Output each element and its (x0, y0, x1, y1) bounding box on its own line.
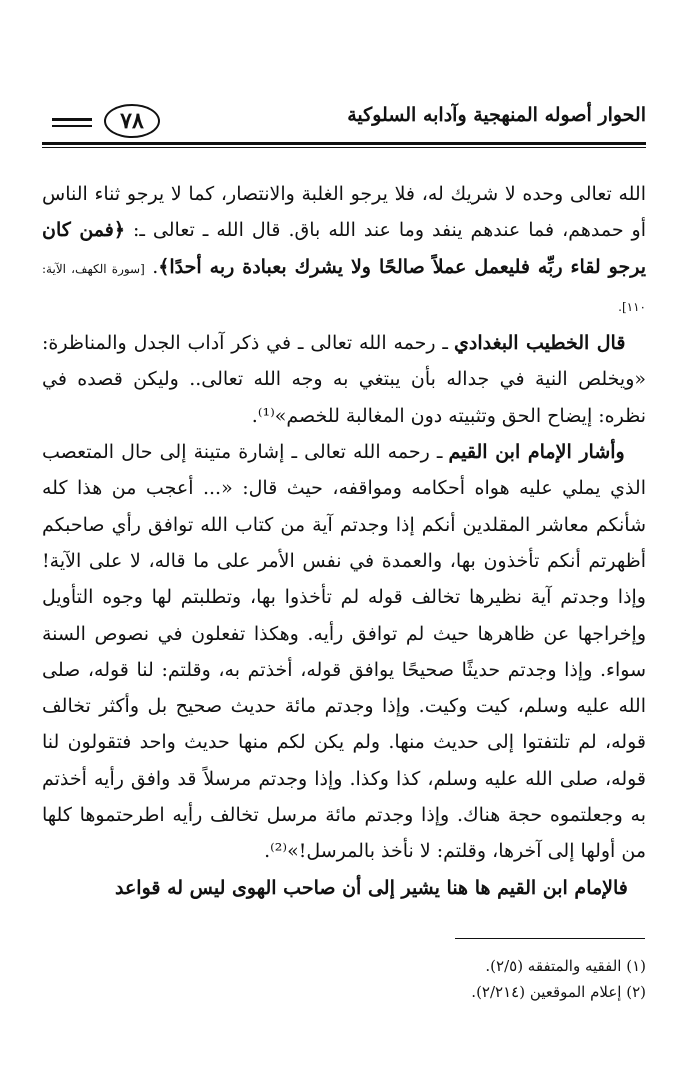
paragraph-3 (42, 434, 646, 870)
text-run: الله تعالى وحده لا شريك له، فلا يرجو الغلبة والانتصار، كما لا يرجو ثناء الناس أو حمدهم، فما عندهم ينفد وما عند الله باق. قال الله ـ تعالى ـ: (42, 183, 647, 242)
page-number: ٧٨ (104, 104, 160, 138)
paragraph-lead: قال الخطيب البغدادي (454, 332, 626, 355)
header-rule (42, 142, 646, 145)
paragraph-lead: وأشار الإمام ابن القيم (448, 441, 625, 464)
footnote: (١) الفقيه والمتفقه (٢/٥). (485, 957, 646, 975)
header-ornament (52, 125, 92, 127)
header-ornament (52, 118, 92, 121)
text-run: ـ رحمه الله تعالى ـ في ذكر آداب الجدل والمناظرة: «ويخلص النية في جداله بأن يبتغي به وجه الله تعالى.. وليكن قصده في نظره: إيضاح الحق وتثبيته دون المغالبة للخصم»⁽¹⁾. (42, 332, 646, 427)
verse-reference: [سورة الكهف، الآية: ١١٠]. (42, 261, 646, 314)
footnote: (٢) إعلام الموقعين (٢/٢١٤). (471, 983, 646, 1001)
running-title: الحوار أصوله المنهجية وآدابه السلوكية (347, 104, 646, 126)
paragraph-2 (42, 325, 646, 434)
text-run: . (144, 255, 159, 278)
text-run: ـ رحمه الله تعالى ـ إشارة متينة إلى حال المتعصب الذي يملي عليه هواه أحكامه ومواقفه، حيث قال: «... أعجب من هذا كله شأنكم معاشر المقلدين أنكم إذا وجدتم آية من كتاب الله توافق رأي صاحبكم أظهرتم أنكم تأخذون بها، والعمدة في نفس الأمر على ما قاله، لا على الآية! وإذا وجدتم آية نظيرها تخالف قوله لم تأخذوا بها، وتطلبتم لها وجوه التأويل وإخراجها عن ظاهرها حيث لم توافق رأيه. وهكذا تفعلون في نصوص السنة سواء. وإذا وجدتم حديثًا صحيحًا يوافق قوله، أخذتم به، وقلتم: لنا قوله، صلى الله عليه وسلم، كيت وكيت. وإذا وجدتم مائة حديث صحيح بل وأكثر تخالف قوله، لم تلتفتوا إلى حديث منها. ولم يكن لكم منها حديث واحد فتقولون لنا قوله، صلى الله عليه وسلم، كذا وكذا. وإذا وجدتم مرسلاً قد وافق رأيه أخذتم به وجعلتموه حجة هناك. وإذا وجدتم مائة مرسل تخالف رأيه اطرحتموها كلها من أولها إلى آخرها، وقلتم: لا نأخذ بالمرسل!»⁽²⁾. (42, 441, 646, 863)
paragraph-1 (42, 176, 646, 325)
header-rule (42, 147, 646, 148)
footnote-rule (455, 938, 645, 939)
paragraph-4 (42, 870, 646, 906)
quran-verse: ﴿فمن كان يرجو لقاء ربِّه فليعمل عملاً صالحًا ولا يشرك بعبادة ربه أحدًا﴾ (42, 219, 646, 278)
footnotes (42, 953, 646, 1005)
paragraph-lead: فالإمام ابن القيم ها هنا يشير إلى أن صاحب الهوى ليس له قواعد (114, 876, 628, 899)
body-text (42, 176, 646, 906)
page-header (42, 104, 646, 148)
